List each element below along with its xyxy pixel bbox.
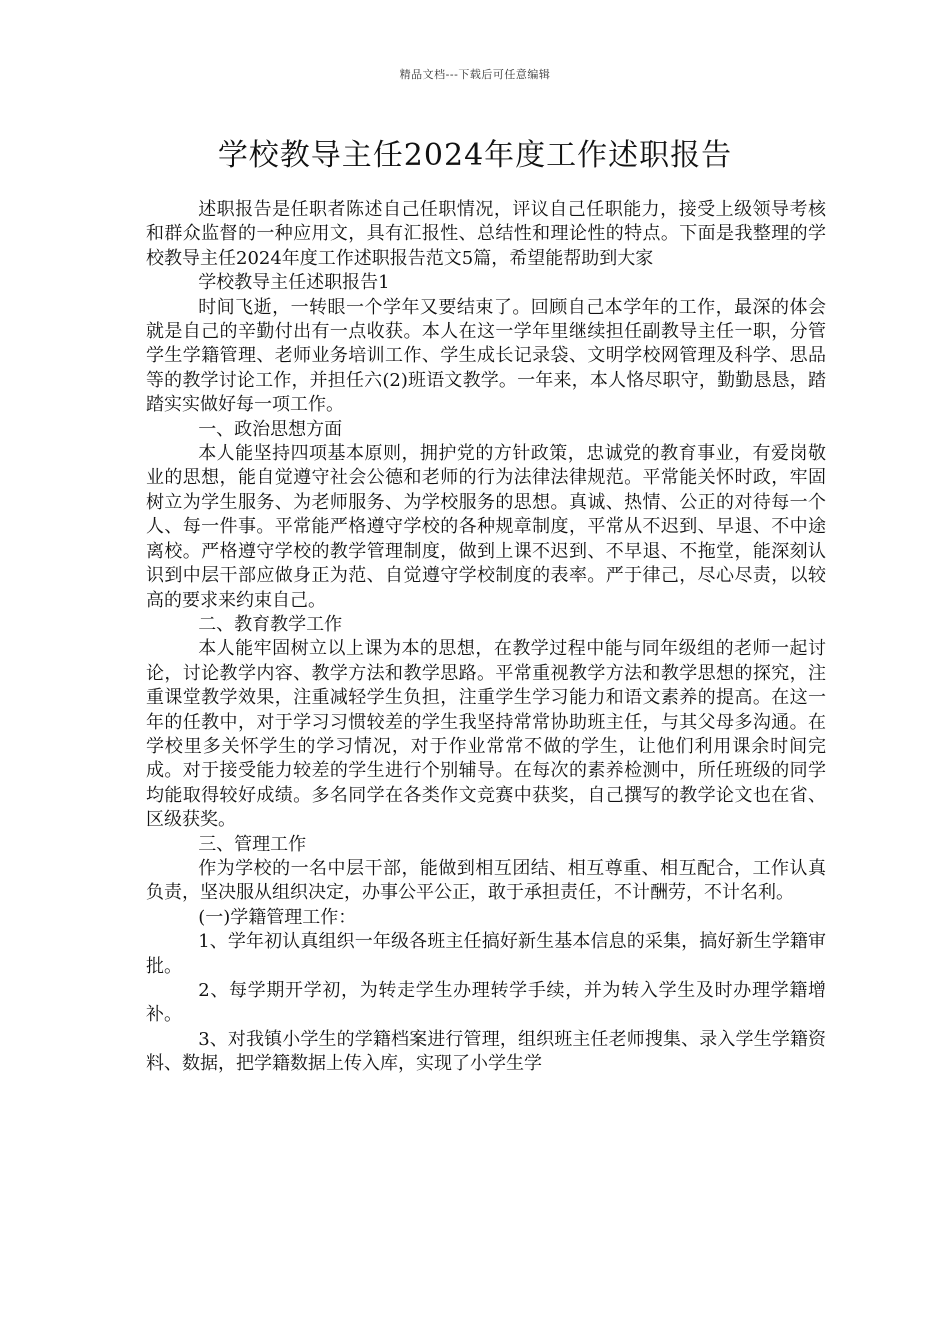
body-paragraph: 本人能坚持四项基本原则，拥护党的方针政策，忠诚党的教育事业，有爱岗敬业的思想，能自觉遵守社会公德和老师的行为法律法律规范。平常能关怀时政，牢固树立为学生服务、为老师服务、为学校服务的思想。真诚、热情、公正的对待每一个人、每一件事。平常能严格遵守学校的各种规章制度，平常从不迟到、早退、不中途离校。严格遵守学校的教学管理制度，做到上课不迟到、不早退、不拖堂，能深刻认识到中层干部应做身正为范、自觉遵守学校制度的表率。严于律己，尽心尽责，以较高的要求来约束自己。 bbox=[146, 443, 826, 611]
document-body bbox=[146, 198, 826, 1077]
body-paragraph: 作为学校的一名中层干部，能做到相互团结、相互尊重、相互配合，工作认真负责，坚决服从组织决定，办事公平公正，敢于承担责任，不计酬劳，不计名利。 bbox=[146, 857, 826, 904]
body-paragraph: 时间飞逝，一转眼一个学年又要结束了。回顾自己本学年的工作，最深的体会就是自己的辛勤付出有一点收获。本人在这一学年里继续担任副教导主任一职，分管学生学籍管理、老师业务培训工作、学生成长记录袋、文明学校网管理及科学、思品等的教学讨论工作，并担任六(2)班语文教学。一年来，本人恪尽职守，勤勤恳恳，踏踏实实做好每一项工作。 bbox=[146, 296, 826, 416]
document-title: 学校教导主任2024年度工作述职报告 bbox=[217, 138, 733, 173]
section-heading-report-1: 学校教导主任述职报告1 bbox=[198, 272, 390, 294]
header-note: 精品文档---下载后可任意编辑 bbox=[399, 68, 551, 81]
body-paragraph: 本人能牢固树立以上课为本的思想，在教学过程中能与同年级组的老师一起讨论，讨论教学内容、教学方法和教学思路。平常重视教学方法和教学思想的探究，注重课堂教学效果，注重减轻学生负担，注重学生学习能力和语文素养的提高。在这一年的任教中，对于学习习惯较差的学生我坚持常常协助班主任，与其父母多沟通。在学校里多关怀学生的学习情况，对于作业常常不做的学生，让他们利用课余时间完成。对于接受能力较差的学生进行个别辅导。在每次的素养检测中，所任班级的同学均能取得较好成绩。多名同学在各类作文竞赛中获奖，自己撰写的教学论文也在省、区级获奖。 bbox=[146, 638, 826, 831]
list-item: 2、每学期开学初，为转走学生办理转学手续，并为转入学生及时办理学籍增补。 bbox=[146, 980, 826, 1026]
intro-paragraph: 述职报告是任职者陈述自己任职情况，评议自己任职能力，接受上级领导考核和群众监督的一种应用文，具有汇报性、总结性和理论性的特点。下面是我整理的学校教导主任2024年度工作述职报告范文5篇，希望能帮助到大家 bbox=[146, 199, 826, 269]
subsection-heading-enrollment: (一)学籍管理工作： bbox=[198, 906, 357, 928]
section-heading-teaching: 二、教育教学工作 bbox=[198, 613, 343, 635]
list-item: 3、对我镇小学生的学籍档案进行管理，组织班主任老师搜集、录入学生学籍资料、数据，把学籍数据上传入库，实现了小学生学 bbox=[146, 1028, 826, 1075]
section-heading-politics: 一、政治思想方面 bbox=[198, 418, 343, 440]
section-heading-management: 三、管理工作 bbox=[198, 833, 307, 855]
list-item: 1、学年初认真组织一年级各班主任搞好新生基本信息的采集，搞好新生学籍审批。 bbox=[146, 931, 826, 977]
